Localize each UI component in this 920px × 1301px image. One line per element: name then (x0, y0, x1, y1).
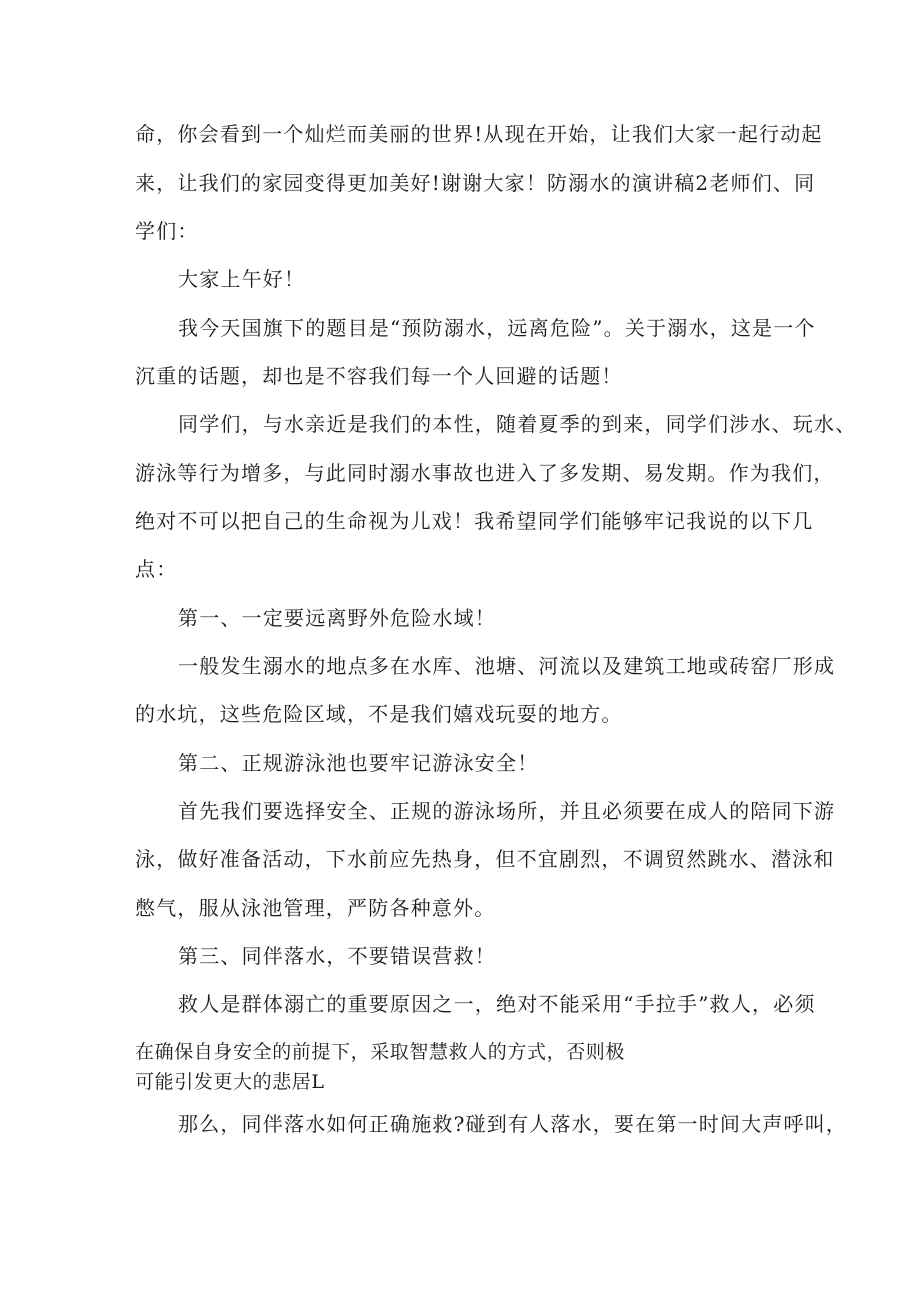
text-line: 游泳等行为增多，与此同时溺水事故也进入了多发期、易发期。作为我们， (135, 461, 835, 485)
text-line: 的水坑，这些危险区域，不是我们嬉戏玩耍的地方。 (135, 702, 623, 726)
text-line: 我今天国旗下的题目是“预防溺水，远离危险”。关于溺水，这是一个 (178, 316, 816, 340)
text-line: 救人是群体溺亡的重要原因之一，绝对不能采用“手拉手”救人，必须 (178, 992, 816, 1016)
text-line: 点： (135, 557, 178, 581)
text-line: 泳，做好准备活动，下水前应先热身，但不宜剧烈，不调贸然跳水、潜泳和 (135, 847, 835, 871)
paragraph-heading: 大家上午好！ (178, 267, 306, 291)
text-line: 首先我们要选择安全、正规的游泳场所，并且必须要在成人的陪同下游 (178, 799, 836, 823)
text-line: 沉重的话题，却也是不容我们每一个人回避的话题！ (135, 364, 623, 388)
text-line: 绝对不可以把自己的生命视为儿戏！我希望同学们能够牢记我说的以下几 (135, 509, 814, 533)
section-heading: 第一、一定要远离野外危险水域！ (178, 606, 496, 630)
text-line: 那么，同伴落水如何正确施救?碰到有人落水，要在第一时间大声呼叫， (178, 1112, 848, 1136)
text-line: 来，让我们的家园变得更加美好!谢谢大家！防溺水的演讲稿2老师们、同 (135, 171, 816, 195)
section-heading: 第三、同伴落水，不要错误营救！ (178, 944, 496, 968)
text-line: 可能引发更大的悲居L (135, 1071, 325, 1093)
text-line: 憋气，服从泳池管理，严防各种意外。 (135, 896, 496, 920)
text-line: 同学们，与水亲近是我们的本性，随着夏季的到来，同学们涉水、玩水、 (178, 412, 857, 436)
text-line: 学们： (135, 219, 199, 243)
text-line: 在确保自身安全的前提下，采取智慧救人的方式，否则极 (135, 1041, 626, 1063)
text-line: 一般发生溺水的地点多在水库、池塘、河流以及建筑工地或砖窑厂形成 (178, 654, 836, 678)
section-heading: 第二、正规游泳池也要牢记游泳安全！ (178, 751, 539, 775)
text-line: 命，你会看到一个灿烂而美丽的世界!从现在开始，让我们大家一起行动起 (135, 122, 823, 146)
